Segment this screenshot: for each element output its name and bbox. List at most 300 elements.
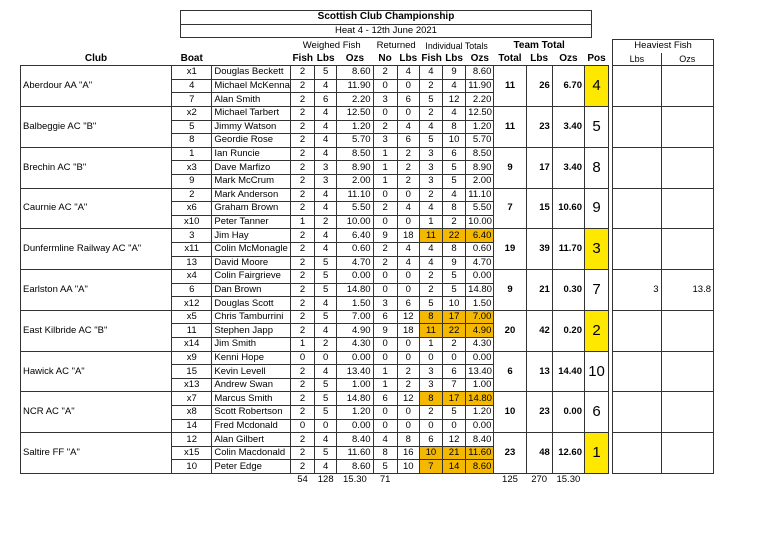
club-name: Saltire FF "A"	[21, 433, 172, 474]
returned-lbs: 12	[397, 392, 419, 406]
angler-name: Scott Robertson	[212, 406, 291, 420]
position: 10	[584, 351, 608, 392]
returned-lbs: 4	[397, 256, 419, 270]
results-table	[20, 39, 714, 487]
individual-ozs: 14.80	[466, 283, 494, 297]
individual-fish: 3	[419, 365, 442, 379]
team-total-fish: 9	[494, 147, 526, 188]
boat-number: x4	[172, 270, 212, 284]
weighed-ozs: 0.60	[337, 242, 373, 256]
returned-lbs: 8	[397, 433, 419, 447]
individual-lbs: 22	[443, 324, 466, 338]
returned-no: 0	[373, 79, 397, 93]
angler-name: Colin McMonagle	[212, 242, 291, 256]
page-title: Scottish Club Championship	[181, 11, 592, 25]
individual-fish: 2	[419, 270, 442, 284]
team-total-fish: 6	[494, 351, 526, 392]
individual-lbs: 5	[443, 161, 466, 175]
returned-no: 1	[373, 365, 397, 379]
angler-name: Dan Brown	[212, 283, 291, 297]
angler-name: Marcus Smith	[212, 392, 291, 406]
col-heaviest-lbs: Lbs	[613, 53, 661, 66]
angler-name: Jimmy Watson	[212, 120, 291, 134]
heaviest-fish-lbs	[613, 392, 661, 433]
team-total-fish: 10	[494, 392, 526, 433]
weighed-lbs: 4	[315, 120, 337, 134]
weighed-fish: 2	[290, 66, 314, 80]
weighed-lbs: 4	[315, 229, 337, 243]
col-heaviest-ozs: Ozs	[661, 53, 713, 66]
boat-number: x6	[172, 202, 212, 216]
angler-name: Alan Smith	[212, 93, 291, 107]
boat-number: x12	[172, 297, 212, 311]
boat-number: 11	[172, 324, 212, 338]
totals-row	[21, 474, 714, 487]
individual-ozs: 0.00	[466, 419, 494, 433]
returned-lbs: 0	[397, 406, 419, 420]
returned-lbs: 0	[397, 283, 419, 297]
weighed-lbs: 4	[315, 188, 337, 202]
weighed-ozs: 1.20	[337, 120, 373, 134]
boat-number: 3	[172, 229, 212, 243]
boat-number: x2	[172, 106, 212, 120]
individual-lbs: 0	[443, 419, 466, 433]
total-fish: 54	[297, 474, 308, 486]
individual-lbs: 8	[443, 242, 466, 256]
individual-lbs: 12	[443, 433, 466, 447]
individual-fish: 0	[419, 419, 442, 433]
team-total-lbs: 23	[526, 106, 552, 147]
weighed-ozs: 13.40	[337, 365, 373, 379]
boat-number: 9	[172, 174, 212, 188]
weighed-fish: 2	[290, 79, 314, 93]
heaviest-fish-ozs	[661, 147, 713, 188]
position: 5	[584, 106, 608, 147]
angler-name: Geordie Rose	[212, 134, 291, 148]
col-pos: Pos	[584, 53, 608, 66]
weighed-lbs: 4	[315, 324, 337, 338]
heaviest-fish-lbs	[613, 433, 661, 474]
angler-name: David Moore	[212, 256, 291, 270]
heaviest-fish-ozs	[661, 433, 713, 474]
individual-ozs: 14.80	[466, 392, 494, 406]
individual-ozs: 2.20	[466, 93, 494, 107]
individual-ozs: 0.60	[466, 242, 494, 256]
returned-lbs: 6	[397, 297, 419, 311]
weighed-fish: 2	[290, 147, 314, 161]
team-total-ozs: 12.60	[552, 433, 584, 474]
boat-number: 4	[172, 79, 212, 93]
angler-name: Douglas Scott	[212, 297, 291, 311]
returned-no: 9	[373, 229, 397, 243]
boat-number: x8	[172, 406, 212, 420]
weighed-ozs: 12.50	[337, 106, 373, 120]
boat-number: x13	[172, 378, 212, 392]
team-total-lbs: 26	[526, 66, 552, 107]
weighed-ozs: 11.60	[337, 446, 373, 460]
returned-no: 0	[373, 270, 397, 284]
angler-name: Fred Mcdonald	[212, 419, 291, 433]
boat-number: x11	[172, 242, 212, 256]
returned-lbs: 2	[397, 161, 419, 175]
returned-lbs: 4	[397, 120, 419, 134]
weighed-fish: 2	[290, 202, 314, 216]
weighed-fish: 2	[290, 134, 314, 148]
col-ind-ozs: Ozs	[466, 53, 494, 66]
col-lbs: Lbs	[315, 53, 337, 66]
weighed-fish: 2	[290, 161, 314, 175]
heaviest-fish-ozs	[661, 66, 713, 107]
individual-lbs: 8	[443, 202, 466, 216]
heaviest-fish-lbs	[613, 147, 661, 188]
individual-fish: 2	[419, 188, 442, 202]
weighed-fish: 2	[290, 446, 314, 460]
heaviest-fish-ozs: 13.8	[661, 270, 713, 311]
boat-number: x1	[172, 66, 212, 80]
individual-ozs: 8.90	[466, 161, 494, 175]
weighed-fish: 2	[290, 106, 314, 120]
returned-lbs: 4	[397, 202, 419, 216]
weighed-fish: 1	[290, 215, 314, 229]
header-individual-totals: Individual Totals	[425, 41, 488, 52]
weighed-ozs: 6.40	[337, 229, 373, 243]
team-total-lbs: 13	[526, 351, 552, 392]
weighed-lbs: 3	[315, 161, 337, 175]
team-total-lbs: 48	[526, 433, 552, 474]
header-weighed-fish: Weighed Fish	[302, 40, 361, 52]
team-total-ozs: 0.30	[552, 270, 584, 311]
weighed-ozs: 8.40	[337, 433, 373, 447]
individual-ozs: 0.00	[466, 270, 494, 284]
boat-number: x5	[172, 310, 212, 324]
team-total-fish: 19	[494, 229, 526, 270]
weighed-ozs: 0.00	[337, 270, 373, 284]
angler-name: Alan Gilbert	[212, 433, 291, 447]
individual-fish: 2	[419, 106, 442, 120]
total-lbs: 128	[317, 474, 334, 486]
heaviest-fish-ozs	[661, 392, 713, 433]
returned-lbs: 2	[397, 174, 419, 188]
weighed-lbs: 4	[315, 202, 337, 216]
individual-lbs: 4	[443, 106, 466, 120]
title-block	[180, 10, 592, 38]
weighed-fish: 2	[290, 120, 314, 134]
individual-lbs: 6	[443, 147, 466, 161]
col-club: Club	[21, 53, 172, 66]
returned-no: 8	[373, 446, 397, 460]
angler-name: Andrew Swan	[212, 378, 291, 392]
col-ret-lbs: Lbs	[397, 53, 419, 66]
header-row	[21, 53, 714, 66]
weighed-fish: 2	[290, 283, 314, 297]
position: 8	[584, 147, 608, 188]
returned-lbs: 6	[397, 134, 419, 148]
heaviest-fish-lbs	[613, 188, 661, 229]
returned-no: 3	[373, 134, 397, 148]
weighed-lbs: 5	[315, 378, 337, 392]
team-total-fish: 7	[494, 188, 526, 229]
col-ret-no: No	[373, 53, 397, 66]
team-total-fish: 23	[494, 433, 526, 474]
individual-lbs: 7	[443, 378, 466, 392]
individual-ozs: 11.60	[466, 446, 494, 460]
weighed-lbs: 2	[315, 215, 337, 229]
col-team-lbs: Lbs	[526, 53, 552, 66]
individual-ozs: 8.60	[466, 66, 494, 80]
heaviest-fish-lbs	[613, 229, 661, 270]
club-name: Caurnie AC "A"	[21, 188, 172, 229]
weighed-fish: 0	[290, 351, 314, 365]
individual-ozs: 1.00	[466, 378, 494, 392]
individual-fish: 4	[419, 120, 442, 134]
weighed-fish: 2	[290, 324, 314, 338]
heaviest-fish-ozs	[661, 106, 713, 147]
individual-lbs: 6	[443, 365, 466, 379]
weighed-ozs: 10.00	[337, 215, 373, 229]
team-total-lbs: 39	[526, 229, 552, 270]
angler-name: Peter Edge	[212, 460, 291, 474]
team-total-lbs: 15	[526, 188, 552, 229]
position: 9	[584, 188, 608, 229]
individual-lbs: 4	[443, 188, 466, 202]
individual-fish: 1	[419, 215, 442, 229]
angler-name: Chris Tamburrini	[212, 310, 291, 324]
returned-no: 6	[373, 310, 397, 324]
weighed-lbs: 4	[315, 134, 337, 148]
weighed-fish: 1	[290, 338, 314, 352]
returned-no: 0	[373, 188, 397, 202]
returned-no: 0	[373, 215, 397, 229]
angler-row	[21, 433, 714, 447]
individual-ozs: 1.20	[466, 406, 494, 420]
weighed-fish: 2	[290, 188, 314, 202]
club-name: Aberdour AA "A"	[21, 66, 172, 107]
returned-no: 0	[373, 351, 397, 365]
angler-name: Colin Fairgrieve	[212, 270, 291, 284]
returned-lbs: 2	[397, 147, 419, 161]
individual-lbs: 10	[443, 134, 466, 148]
total-team-fish: 125	[502, 474, 518, 486]
team-total-ozs: 0.00	[552, 392, 584, 433]
angler-name: Michael McKenna	[212, 79, 291, 93]
individual-fish: 10	[419, 446, 442, 460]
returned-lbs: 12	[397, 310, 419, 324]
returned-no: 1	[373, 174, 397, 188]
total-team-ozs: 15.30	[556, 474, 581, 486]
col-ozs: Ozs	[337, 53, 373, 66]
angler-name: Colin Macdonald	[212, 446, 291, 460]
angler-name: Jim Smith	[212, 338, 291, 352]
weighed-fish: 2	[290, 256, 314, 270]
weighed-ozs: 4.30	[337, 338, 373, 352]
position: 2	[584, 310, 608, 351]
position: 4	[584, 66, 608, 107]
individual-fish: 5	[419, 297, 442, 311]
returned-no: 1	[373, 161, 397, 175]
individual-lbs: 5	[443, 406, 466, 420]
individual-lbs: 21	[443, 446, 466, 460]
individual-lbs: 8	[443, 120, 466, 134]
returned-no: 1	[373, 147, 397, 161]
weighed-ozs: 7.00	[337, 310, 373, 324]
returned-no: 0	[373, 106, 397, 120]
angler-row	[21, 392, 714, 406]
individual-ozs: 6.40	[466, 229, 494, 243]
weighed-lbs: 5	[315, 406, 337, 420]
individual-ozs: 5.70	[466, 134, 494, 148]
individual-lbs: 2	[443, 215, 466, 229]
weighed-ozs: 0.00	[337, 419, 373, 433]
angler-row	[21, 66, 714, 80]
individual-ozs: 2.00	[466, 174, 494, 188]
weighed-ozs: 14.80	[337, 283, 373, 297]
individual-fish: 4	[419, 66, 442, 80]
header-returned: Returned	[376, 40, 416, 52]
weighed-fish: 2	[290, 460, 314, 474]
returned-lbs: 4	[397, 66, 419, 80]
individual-fish: 2	[419, 406, 442, 420]
team-total-lbs: 21	[526, 270, 552, 311]
weighed-lbs: 5	[315, 256, 337, 270]
individual-ozs: 0.00	[466, 351, 494, 365]
returned-lbs: 18	[397, 229, 419, 243]
position: 3	[584, 229, 608, 270]
col-fish: Fish	[292, 52, 313, 64]
team-total-lbs: 17	[526, 147, 552, 188]
weighed-ozs: 11.90	[337, 79, 373, 93]
individual-ozs: 1.50	[466, 297, 494, 311]
angler-name: Graham Brown	[212, 202, 291, 216]
returned-lbs: 0	[397, 270, 419, 284]
individual-ozs: 8.40	[466, 433, 494, 447]
individual-fish: 4	[419, 256, 442, 270]
boat-number: x3	[172, 161, 212, 175]
individual-fish: 0	[419, 351, 442, 365]
weighed-lbs: 6	[315, 93, 337, 107]
weighed-fish: 2	[290, 433, 314, 447]
weighed-lbs: 4	[315, 106, 337, 120]
returned-lbs: 10	[397, 460, 419, 474]
returned-no: 2	[373, 120, 397, 134]
returned-lbs: 0	[397, 188, 419, 202]
weighed-fish: 2	[290, 297, 314, 311]
returned-no: 6	[373, 392, 397, 406]
individual-lbs: 5	[443, 283, 466, 297]
angler-row	[21, 106, 714, 120]
weighed-ozs: 2.00	[337, 174, 373, 188]
boat-number: 1	[172, 147, 212, 161]
weighed-lbs: 0	[315, 351, 337, 365]
returned-no: 0	[373, 406, 397, 420]
weighed-ozs: 8.50	[337, 147, 373, 161]
club-name: Balbeggie AC "B"	[21, 106, 172, 147]
returned-lbs: 6	[397, 93, 419, 107]
weighed-ozs: 1.50	[337, 297, 373, 311]
weighed-fish: 2	[290, 365, 314, 379]
weighed-lbs: 5	[315, 446, 337, 460]
individual-lbs: 0	[443, 351, 466, 365]
individual-fish: 8	[419, 392, 442, 406]
header-heaviest-fish: Heaviest Fish	[613, 40, 714, 53]
individual-lbs: 4	[443, 79, 466, 93]
returned-lbs: 0	[397, 338, 419, 352]
angler-row	[21, 351, 714, 365]
position: 7	[584, 270, 608, 311]
individual-fish: 2	[419, 79, 442, 93]
individual-fish: 3	[419, 378, 442, 392]
heaviest-fish-ozs	[661, 310, 713, 351]
weighed-ozs: 0.00	[337, 351, 373, 365]
individual-lbs: 5	[443, 270, 466, 284]
boat-number: x7	[172, 392, 212, 406]
heaviest-fish-ozs	[661, 188, 713, 229]
individual-fish: 8	[419, 310, 442, 324]
individual-lbs: 9	[443, 66, 466, 80]
angler-name: Stephen Japp	[212, 324, 291, 338]
weighed-lbs: 4	[315, 297, 337, 311]
weighed-lbs: 5	[315, 270, 337, 284]
club-name: Hawick AC "A"	[21, 351, 172, 392]
angler-name: Dave Marfizo	[212, 161, 291, 175]
weighed-fish: 0	[290, 419, 314, 433]
boat-number: 8	[172, 134, 212, 148]
club-name: East Kilbride AC "B"	[21, 310, 172, 351]
individual-lbs: 9	[443, 256, 466, 270]
returned-lbs: 16	[397, 446, 419, 460]
individual-ozs: 8.60	[466, 460, 494, 474]
individual-lbs: 14	[443, 460, 466, 474]
individual-lbs: 2	[443, 338, 466, 352]
weighed-lbs: 4	[315, 365, 337, 379]
weighed-fish: 2	[290, 174, 314, 188]
individual-fish: 11	[419, 324, 442, 338]
individual-fish: 4	[419, 202, 442, 216]
heaviest-fish-lbs	[613, 310, 661, 351]
boat-number: x14	[172, 338, 212, 352]
angler-name: Ian Runcie	[212, 147, 291, 161]
boat-number: x9	[172, 351, 212, 365]
individual-fish: 11	[419, 229, 442, 243]
individual-fish: 3	[419, 174, 442, 188]
weighed-ozs: 8.60	[337, 66, 373, 80]
club-name: NCR AC "A"	[21, 392, 172, 433]
position: 6	[584, 392, 608, 433]
weighed-ozs: 14.80	[337, 392, 373, 406]
individual-ozs: 4.30	[466, 338, 494, 352]
angler-row	[21, 310, 714, 324]
heaviest-fish-lbs	[613, 66, 661, 107]
weighed-fish: 2	[290, 93, 314, 107]
returned-lbs: 18	[397, 324, 419, 338]
angler-row	[21, 147, 714, 161]
team-total-fish: 20	[494, 310, 526, 351]
returned-lbs: 0	[397, 79, 419, 93]
weighed-lbs: 4	[315, 460, 337, 474]
weighed-lbs: 4	[315, 433, 337, 447]
team-total-ozs: 10.60	[552, 188, 584, 229]
individual-ozs: 10.00	[466, 215, 494, 229]
col-boat: Boat	[172, 53, 212, 66]
returned-no: 4	[373, 433, 397, 447]
returned-no: 1	[373, 378, 397, 392]
weighed-ozs: 8.60	[337, 460, 373, 474]
individual-fish: 3	[419, 147, 442, 161]
weighed-lbs: 5	[315, 283, 337, 297]
angler-name: Douglas Beckett	[212, 66, 291, 80]
returned-no: 2	[373, 256, 397, 270]
weighed-ozs: 4.90	[337, 324, 373, 338]
angler-name: Michael Tarbert	[212, 106, 291, 120]
